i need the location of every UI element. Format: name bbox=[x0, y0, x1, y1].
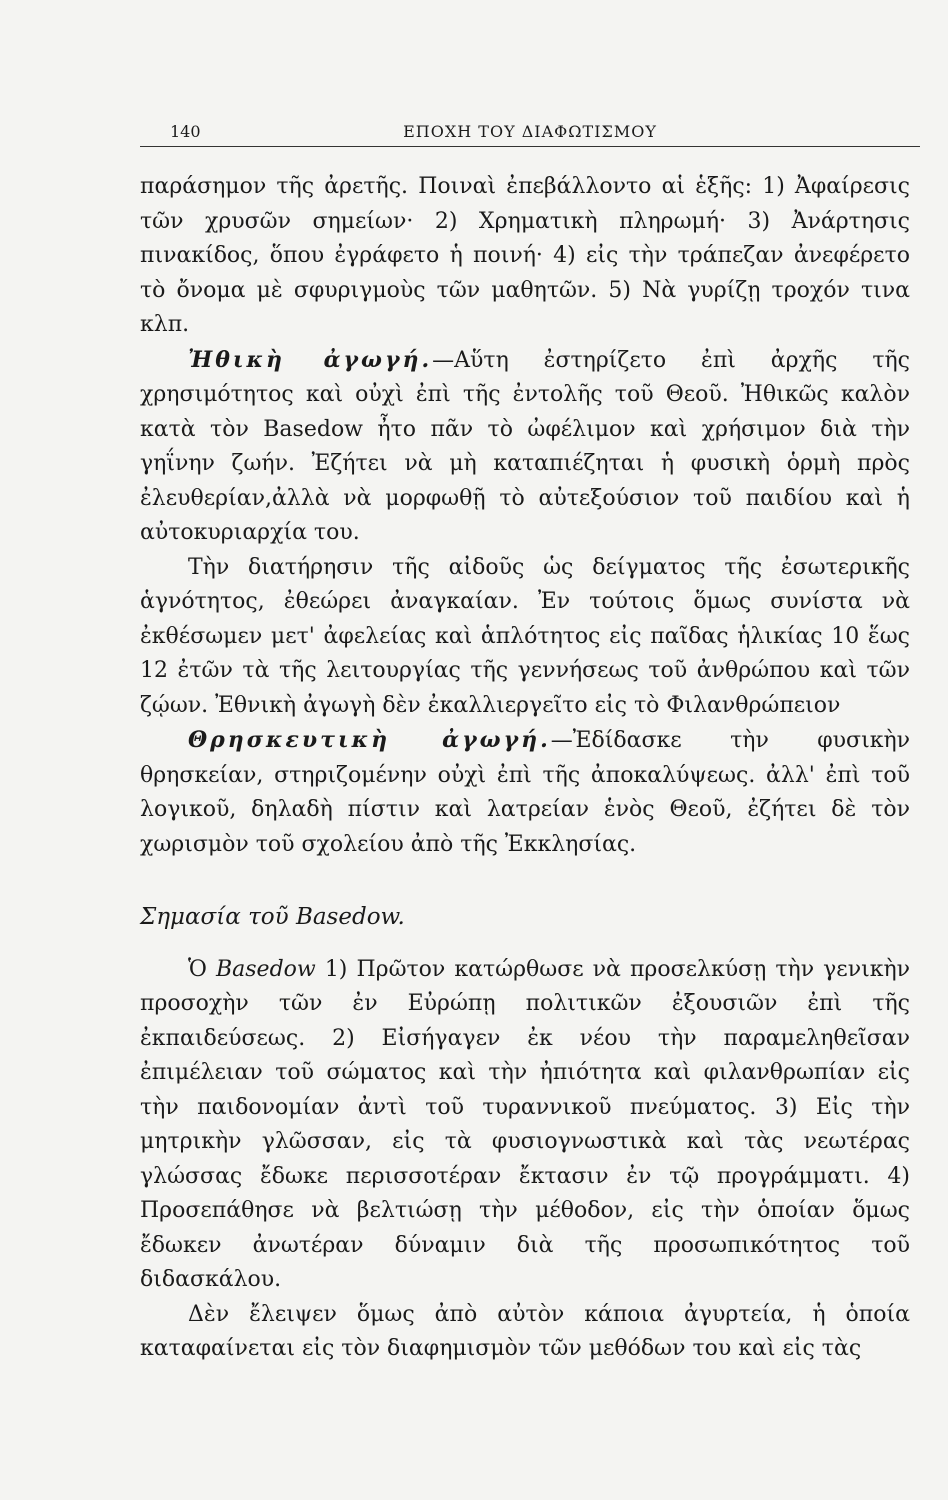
significance-start: Ὁ bbox=[188, 956, 216, 982]
religious-education-text: —Ἐδίδασκε τὴν φυσικὴν θρησκείαν, στηριζομένην οὐχὶ ἐπὶ τῆς ἀποκαλύψεως. ἀλλ' ἐπὶ τοῦ λογικοῦ, δηλαδὴ πίστιν καὶ λατρείαν ἑνὸς Θεοῦ, ἐζήτει δὲ τὸν χωρισμὸν τοῦ σχολείου ἀπὸ τῆς Ἐκκλησίας. bbox=[140, 728, 911, 857]
paragraph-religious-education bbox=[140, 723, 910, 862]
paragraph-modesty: Τὴν διατήρησιν τῆς αἰδοῦς ὡς δείγματος τῆς ἐσωτερικῆς ἁγνότητος, ἐθεώρει ἀναγκαίαν. Ἐν τούτοις ὅμως συνίστα νὰ ἐκθέσωμεν μετ' ἀφελείας καὶ ἁπλότητος εἰς παῖδας ἡλικίας 10 ἕως 12 ἐτῶν τὰ τῆς λειτουργίας τῆς γεννήσεως τοῦ ἀνθρώπου καὶ τῶν ζῴων. Ἐθνικὴ ἀγωγὴ δὲν ἐκαλλιεργεῖτο εἰς τὸ Φιλανθρώπειον bbox=[140, 554, 910, 718]
moral-education-text: —Αὕτη ἐστηρίζετο ἐπὶ ἀρχῆς τῆς χρησιμότητος καὶ οὐχὶ ἐπὶ τῆς ἐντολῆς τοῦ Θεοῦ. Ἠθικῶς καλὸν κατὰ τὸν Basedow ἦτο πᾶν τὸ ὠφέλιμον καὶ χρήσιμον διὰ τὴν γηΐνην ζωήν. Ἐζήτει νὰ μὴ καταπιέζηται ἡ φυσικὴ ὁρμὴ πρὸς ἐλευθερίαν,ἀλλὰ νὰ μορφωθῇ τὸ αὐτεξούσιον τοῦ παιδίου καὶ ἡ αὐτοκυριαρχία του. bbox=[140, 347, 911, 545]
paragraph-moral-education bbox=[140, 343, 910, 551]
paragraph-charlatanism: Δὲν ἔλειψεν ὅμως ἀπὸ αὐτὸν κάποια ἀγυρτεία, ἡ ὁποία καταφαίνεται εἰς τὸν διαφημισμὸν τῶν μεθόδων του καὶ εἰς τὰς bbox=[140, 1301, 910, 1361]
section-heading: Σημασία τοῦ Basedow. bbox=[140, 904, 405, 930]
page-header bbox=[140, 118, 920, 147]
page-number: 140 bbox=[170, 122, 201, 141]
paragraph-rewards-punishments: παράσημον τῆς ἀρετῆς. Ποιναὶ ἐπεβάλλοντο αἱ ἑξῆς: 1) Ἀφαίρεσις τῶν χρυσῶν σημείων· 2) Χρηματικὴ πληρωμή· 3) Ἀνάρτησις πινακίδος, ὅπου ἐγράφετο ἡ ποινή· 4) εἰς τὴν τράπεζαν ἀνεφέρετο τὸ ὄνομα μὲ σφυριγμοὺς τῶν μαθητῶν. 5) Νὰ γυρίζῃ τροχόν τινα κλπ. bbox=[140, 174, 910, 337]
moral-education-heading: Ἠθικὴ ἀγωγή. bbox=[188, 346, 433, 373]
significance-text: 1) Πρῶτον κατώρθωσε νὰ προσελκύσῃ τὴν γενικὴν προσοχὴν τῶν ἐν Εὐρώπῃ πολιτικῶν ἐξουσιῶν ἐπὶ τῆς ἐκπαιδεύσεως. 2) Εἰσήγαγεν ἐκ νέου τὴν παραμεληθεῖσαν ἐπιμέλειαν τοῦ σώματος καὶ τὴν ἠπιότητα καὶ φιλανθρωπίαν εἰς τὴν παιδονομίαν ἀντὶ τοῦ τυραννικοῦ πνεύματος. 3) Εἰς τὴν μητρικὴν γλῶσσαν, εἰς τὰ φυσιογνωστικὰ καὶ τὰς νεωτέρας γλώσσας ἔδωκε περισσοτέραν ἔκτασιν ἐν τῷ προγράμματι. 4) Προσεπάθησε νὰ βελτιώσῃ τὴν μέθοδον, εἰς τὴν ὁποίαν ὅμως ἔδωκεν ἀνωτέραν δύναμιν διὰ τῆς προσωπικότητος τοῦ διδασκάλου. bbox=[140, 956, 910, 1292]
page-body bbox=[140, 170, 910, 1367]
running-head: ΕΠΟΧΗ ΤΟΥ ΔΙΑΦΩΤΙΣΜΟΥ bbox=[403, 122, 657, 141]
religious-education-heading: Θρησκευτικὴ ἀγωγή. bbox=[188, 727, 551, 753]
basedow-name: Basedow bbox=[215, 956, 316, 982]
paragraph-basedow-significance bbox=[140, 953, 910, 1298]
